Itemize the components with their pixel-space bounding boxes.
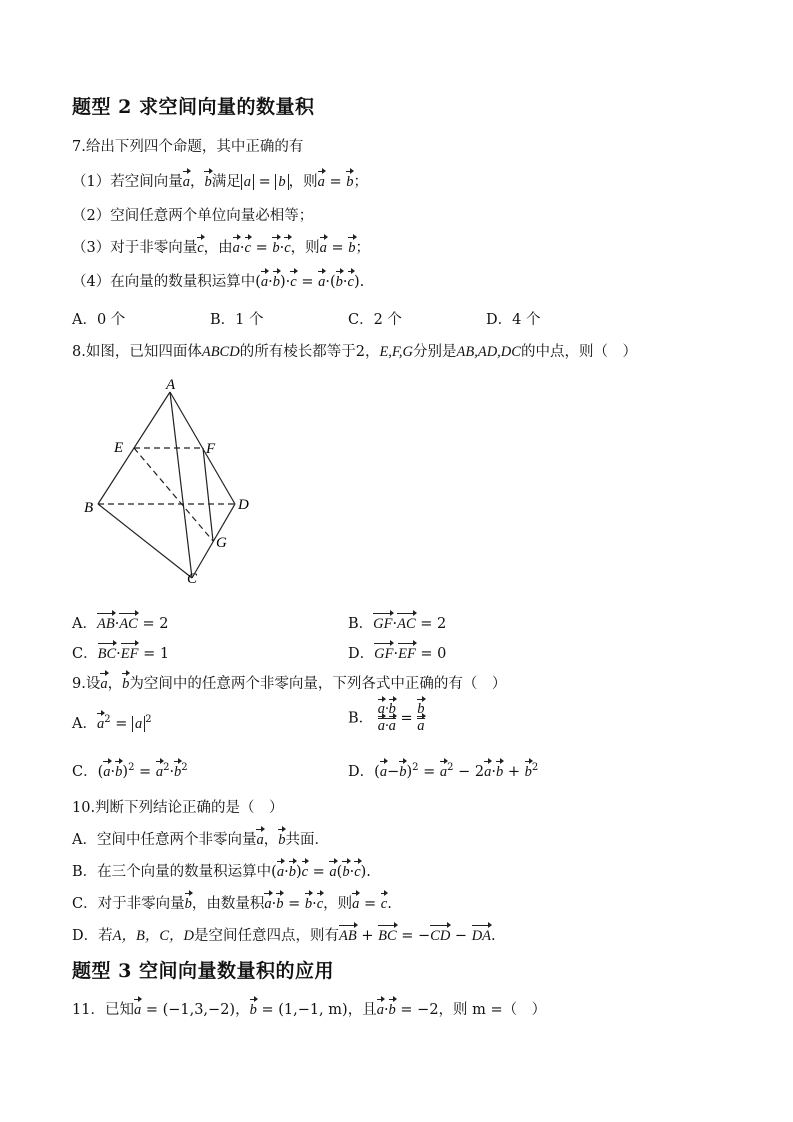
q7-option-b: B．1 个 <box>210 312 264 328</box>
q9-stem: 9.设a，b为空间中的任意两个非零向量，下列各式中正确的有（ ） <box>72 676 507 692</box>
section-3-title: 题型 3 空间向量数量积的应用 <box>72 960 334 982</box>
q7-proposition-2: （2）空间任意两个单位向量必相等； <box>72 208 314 224</box>
label-A: A <box>166 378 176 393</box>
q7-option-c: C．2 个 <box>348 312 402 328</box>
q10-option-c: C．对于非零向量b，由数量积a·b = b·c，则a = c. <box>72 896 392 912</box>
q7-proposition-3: （3）对于非零向量c，由a·c = b·c，则a = b； <box>72 240 371 256</box>
q10-stem: 10.判断下列结论正确的是（ ） <box>72 800 284 816</box>
q7-proposition-1: （1）若空间向量a，b满足 a = b ，则a = b； <box>72 174 368 190</box>
q10-option-a: A．空间中任意两个非零向量a，b共面． <box>72 832 329 848</box>
q8-option-a: A．AB·AC = 2 <box>72 616 169 632</box>
q11-stem: 11．已知a = (−1,3,−2)，b = (1,−1, m)，且a·b = −2，则 m =（ ） <box>72 1002 547 1018</box>
q7-stem: 7.给出下列四个命题，其中正确的有 <box>72 139 304 155</box>
q8-stem: 8.如图，已知四面体ABCD的所有棱长都等于2，E,F,G分别是AB,AD,DC的中点，则（ ） <box>72 344 637 360</box>
label-E: E <box>114 440 124 456</box>
q10-option-d: D．若A，B，C，D是空间任意四点，则有AB + BC = −CD − DA. <box>72 928 496 944</box>
q8-option-b: B．GF·AC = 2 <box>348 616 447 632</box>
q7-option-d: D．4 个 <box>486 312 541 328</box>
edge-CD <box>192 504 235 578</box>
q7-proposition-4: （4）在向量的数量积运算中(a·b)·c = a·(b·c). <box>72 274 365 290</box>
q9-option-b: B． $\frac{a\cdot b}{a\cdot a}$ = $\frac{b}{a}$ <box>348 701 425 734</box>
edge-AC <box>170 392 192 578</box>
edge-BC <box>98 504 192 578</box>
q10-option-b: B．在三个向量的数量积运算中(a·b)c = a(b·c). <box>72 864 371 880</box>
label-F: F <box>206 441 216 457</box>
label-B: B <box>84 500 94 516</box>
q8-option-c: C．BC·EF = 1 <box>72 646 170 662</box>
q9-option-d: D．$(a-b)^2 = a^2 - 2a\cdot b + b^2$ <box>348 762 539 780</box>
segment-FG <box>203 448 213 541</box>
label-D: D <box>238 497 249 513</box>
q8-option-d: D．GF·EF = 0 <box>348 646 447 662</box>
section-2-title: 题型 2 求空间向量的数量积 <box>72 96 315 118</box>
q9-option-a: A．$a^2 = a$ $^2$ <box>72 714 152 732</box>
label-G: G <box>216 535 227 551</box>
q7-option-a: A．0 个 <box>72 312 126 328</box>
tetrahedron-figure <box>80 378 270 588</box>
q9-option-c: C．$(a\cdot b)^2 = a^2\cdot b^2$ <box>72 762 188 780</box>
label-C: C <box>187 571 198 587</box>
segment-EG <box>134 448 213 541</box>
